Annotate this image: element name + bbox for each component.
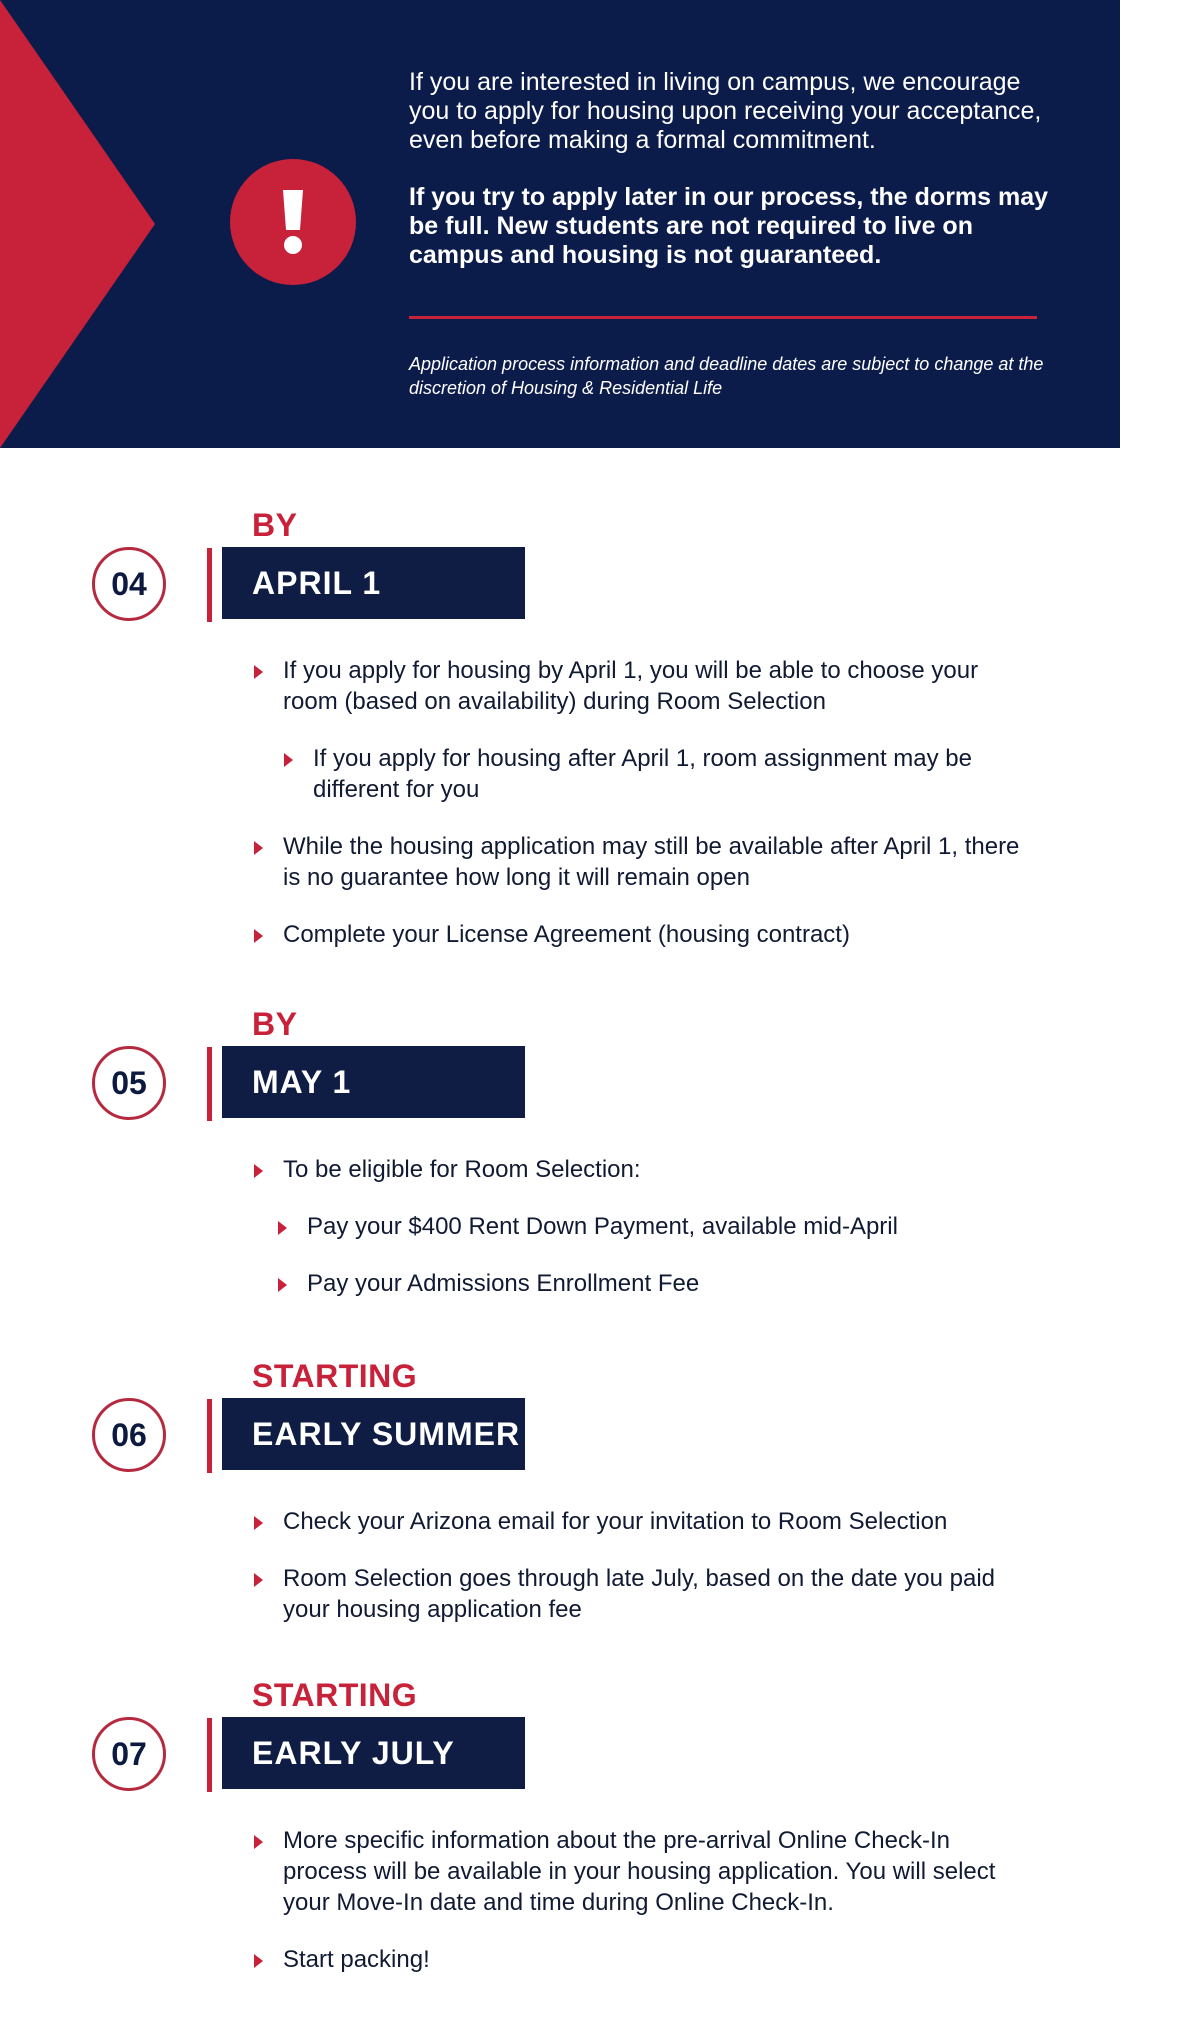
bullet-triangle-icon <box>254 665 263 679</box>
step-title: APRIL 1 <box>222 547 525 619</box>
list-item <box>252 1825 1032 1918</box>
housing-alert-banner <box>0 0 1120 448</box>
list-item <box>282 743 1032 805</box>
list-item <box>252 1506 1032 1537</box>
list-item <box>252 1944 1032 1975</box>
step-kicker: BY <box>252 1006 298 1042</box>
bullet-triangle-icon <box>254 1164 263 1178</box>
step-kicker: BY <box>252 507 298 543</box>
step-kicker: STARTING <box>252 1358 418 1394</box>
list-item-text: More specific information about the pre-arrival Online Check-In process will be available in your housing application. You will select your Move-In date and time during Online Check-In. <box>283 1827 996 1916</box>
step-bullet-list <box>252 1506 1032 1651</box>
bullet-triangle-icon <box>254 929 263 943</box>
step-number: 05 <box>92 1046 166 1120</box>
bullet-triangle-icon <box>254 1516 263 1530</box>
bullet-triangle-icon <box>278 1221 287 1235</box>
exclamation-icon <box>280 190 306 254</box>
list-item <box>252 655 1032 717</box>
bullet-triangle-icon <box>284 753 293 767</box>
bullet-triangle-icon <box>254 1835 263 1849</box>
step-title: MAY 1 <box>222 1046 525 1118</box>
step-accent-bar <box>207 1718 212 1792</box>
banner-divider <box>409 316 1037 319</box>
banner-warning-text: If you try to apply later in our process, the dorms may be full. New students are not required to live on campus and housing is not guaranteed. <box>409 183 1049 269</box>
list-item <box>252 919 1032 950</box>
list-item <box>252 1154 1032 1185</box>
step-number: 07 <box>92 1717 166 1791</box>
step-accent-bar <box>207 1399 212 1473</box>
step-number: 04 <box>92 547 166 621</box>
list-item <box>276 1211 1032 1242</box>
banner-text <box>409 68 1049 270</box>
bullet-triangle-icon <box>254 1573 263 1587</box>
list-item <box>252 831 1032 893</box>
step-accent-bar <box>207 1047 212 1121</box>
banner-intro-text: If you are interested in living on campus, we encourage you to apply for housing upon receiving your acceptance, even before making a formal commitment. <box>409 68 1042 154</box>
banner-disclaimer: Application process information and deadline dates are subject to change at the discretion of Housing & Residential Life <box>409 354 1044 398</box>
list-item-text: Check your Arizona email for your invitation to Room Selection <box>283 1508 948 1535</box>
list-item-text: Pay your Admissions Enrollment Fee <box>307 1270 700 1297</box>
step-title: EARLY SUMMER <box>222 1398 525 1470</box>
step-bullet-list <box>252 1154 1032 1325</box>
list-item-text: Room Selection goes through late July, based on the date you paid your housing application fee <box>283 1565 996 1623</box>
step-accent-bar <box>207 548 212 622</box>
list-item-text: To be eligible for Room Selection: <box>283 1156 641 1183</box>
step-number: 06 <box>92 1398 166 1472</box>
red-arrow-shape <box>0 0 160 448</box>
list-item-text: Start packing! <box>283 1946 430 1973</box>
step-bullet-list <box>252 1825 1032 2001</box>
list-item-text: While the housing application may still be available after April 1, there is no guarantee how long it will remain open <box>283 833 1020 891</box>
bullet-triangle-icon <box>254 1954 263 1968</box>
step-kicker: STARTING <box>252 1677 418 1713</box>
bullet-triangle-icon <box>278 1278 287 1292</box>
list-item <box>252 1563 1032 1625</box>
list-item-text: Pay your $400 Rent Down Payment, available mid-April <box>307 1213 898 1240</box>
list-item-text: If you apply for housing after April 1, room assignment may be different for you <box>313 745 973 803</box>
alert-icon-circle <box>230 159 356 285</box>
step-title: EARLY JULY <box>222 1717 525 1789</box>
list-item <box>276 1268 1032 1299</box>
list-item-text: Complete your License Agreement (housing contract) <box>283 921 850 948</box>
list-item-text: If you apply for housing by April 1, you will be able to choose your room (based on availability) during Room Selection <box>283 657 979 715</box>
bullet-triangle-icon <box>254 841 263 855</box>
step-bullet-list <box>252 655 1032 976</box>
